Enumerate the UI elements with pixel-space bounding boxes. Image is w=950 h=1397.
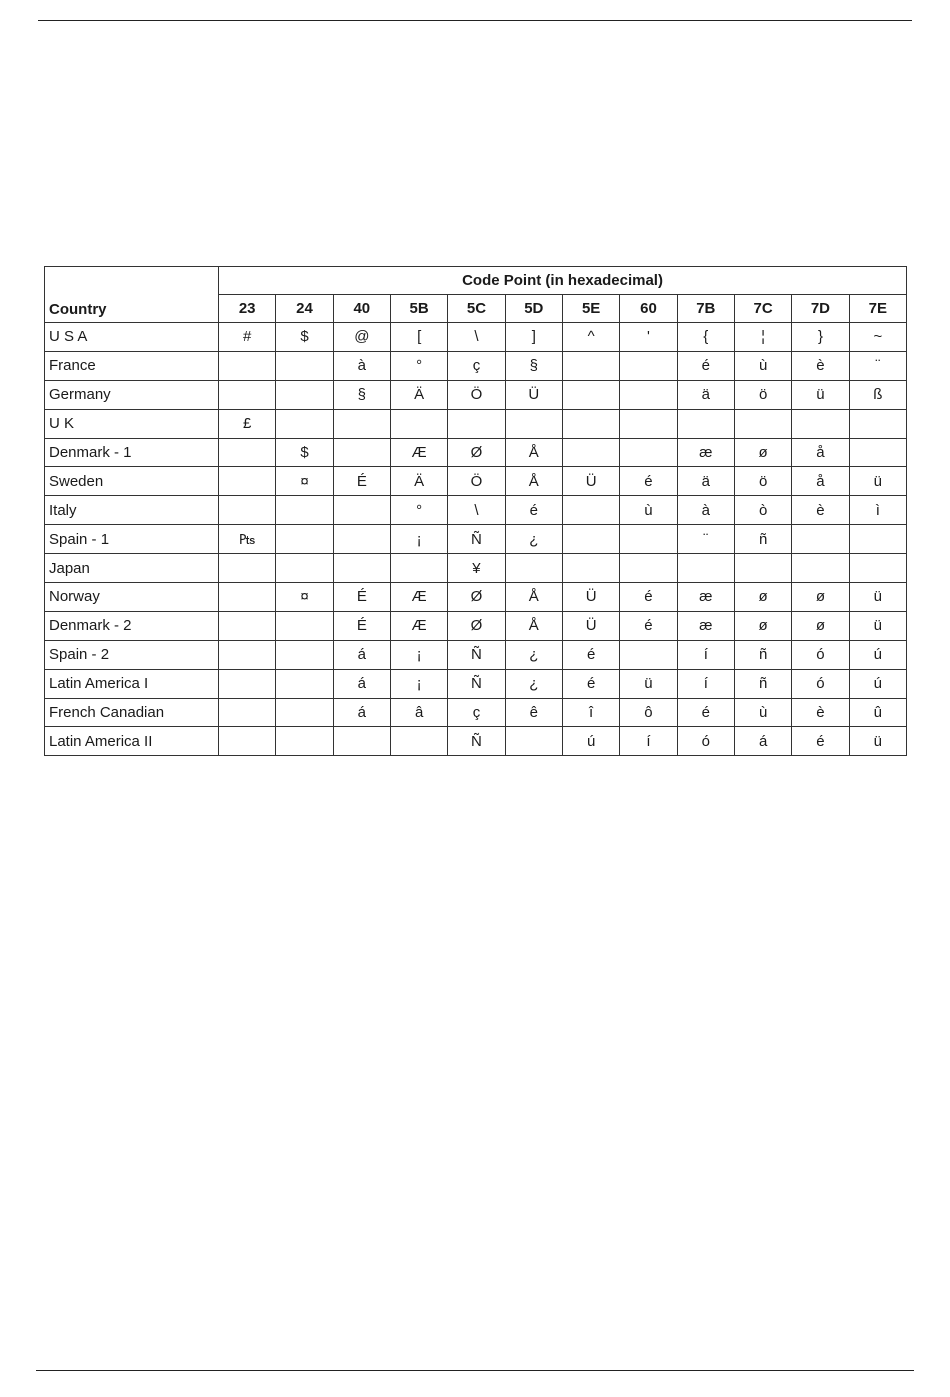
character-cell — [219, 640, 276, 669]
character-cell: ø — [792, 583, 849, 612]
code-header: 40 — [333, 295, 390, 323]
character-cell: ° — [390, 496, 447, 525]
character-cell: Ü — [562, 583, 619, 612]
character-cell: û — [849, 698, 906, 727]
character-cell: ~ — [849, 323, 906, 352]
character-cell — [276, 640, 333, 669]
character-cell: Æ — [390, 438, 447, 467]
character-cell — [620, 554, 677, 583]
character-cell — [276, 669, 333, 698]
country-cell: Denmark - 1 — [45, 438, 219, 467]
character-cell: Ö — [448, 380, 505, 409]
character-cell — [562, 554, 619, 583]
character-cell — [276, 496, 333, 525]
character-cell: ¿ — [505, 669, 562, 698]
character-cell: ñ — [734, 640, 791, 669]
table-row — [45, 525, 907, 554]
code-header: 7B — [677, 295, 734, 323]
character-cell: ¡ — [390, 525, 447, 554]
character-cell — [333, 496, 390, 525]
character-cell: ô — [620, 698, 677, 727]
character-cell: á — [734, 727, 791, 756]
character-cell — [219, 351, 276, 380]
character-cell — [505, 727, 562, 756]
character-cell — [333, 727, 390, 756]
character-cell: å — [792, 467, 849, 496]
character-cell: Ø — [448, 611, 505, 640]
character-cell: ₧ — [219, 525, 276, 554]
character-cell — [620, 438, 677, 467]
character-cell: Ü — [562, 467, 619, 496]
character-cell — [562, 496, 619, 525]
character-cell: ¡ — [390, 669, 447, 698]
character-cell: ó — [677, 727, 734, 756]
country-cell: Denmark - 2 — [45, 611, 219, 640]
character-cell: ø — [734, 438, 791, 467]
character-cell: á — [333, 640, 390, 669]
table-row — [45, 611, 907, 640]
character-cell: à — [333, 351, 390, 380]
character-cell: é — [562, 640, 619, 669]
character-cell: æ — [677, 611, 734, 640]
character-cell — [620, 409, 677, 438]
code-header: 5D — [505, 295, 562, 323]
character-cell: ó — [792, 640, 849, 669]
character-cell: ñ — [734, 525, 791, 554]
character-cell: ¨ — [677, 525, 734, 554]
character-cell: ü — [792, 380, 849, 409]
character-cell — [390, 727, 447, 756]
character-cell — [505, 409, 562, 438]
character-cell: é — [677, 698, 734, 727]
character-cell: Å — [505, 467, 562, 496]
table-row — [45, 669, 907, 698]
character-cell: è — [792, 698, 849, 727]
character-cell: æ — [677, 583, 734, 612]
table-row — [45, 409, 907, 438]
country-column-header: Country — [45, 267, 219, 323]
character-cell: ì — [849, 496, 906, 525]
table-row — [45, 640, 907, 669]
table-row — [45, 467, 907, 496]
country-cell: Latin America I — [45, 669, 219, 698]
character-cell: ¿ — [505, 640, 562, 669]
character-cell: Ü — [562, 611, 619, 640]
character-cell: ú — [849, 640, 906, 669]
character-cell: ù — [734, 698, 791, 727]
character-cell: Å — [505, 583, 562, 612]
character-cell: § — [333, 380, 390, 409]
character-cell: î — [562, 698, 619, 727]
country-cell: Norway — [45, 583, 219, 612]
character-cell: í — [620, 727, 677, 756]
character-cell: é — [562, 669, 619, 698]
character-cell: \ — [448, 323, 505, 352]
character-cell — [849, 438, 906, 467]
character-cell: Ü — [505, 380, 562, 409]
character-cell: á — [333, 698, 390, 727]
character-cell: $ — [276, 323, 333, 352]
character-cell: ß — [849, 380, 906, 409]
character-cell: ¤ — [276, 583, 333, 612]
country-cell: Japan — [45, 554, 219, 583]
table-row — [45, 698, 907, 727]
character-cell: ¡ — [390, 640, 447, 669]
character-cell: Ñ — [448, 669, 505, 698]
character-cell: £ — [219, 409, 276, 438]
character-cell: Ø — [448, 583, 505, 612]
character-cell: í — [677, 669, 734, 698]
character-cell — [219, 727, 276, 756]
table-row — [45, 496, 907, 525]
country-cell: Germany — [45, 380, 219, 409]
table-row — [45, 583, 907, 612]
character-cell — [219, 496, 276, 525]
character-cell — [677, 409, 734, 438]
character-cell: æ — [677, 438, 734, 467]
character-cell: í — [677, 640, 734, 669]
character-cell: å — [792, 438, 849, 467]
character-cell: ¿ — [505, 525, 562, 554]
table-row — [45, 380, 907, 409]
character-cell — [448, 409, 505, 438]
character-cell — [276, 554, 333, 583]
character-cell: ü — [849, 611, 906, 640]
character-cell — [276, 611, 333, 640]
code-header: 5C — [448, 295, 505, 323]
character-cell — [390, 409, 447, 438]
character-cell: ] — [505, 323, 562, 352]
table-row — [45, 554, 907, 583]
character-cell: ç — [448, 351, 505, 380]
character-cell: Å — [505, 611, 562, 640]
character-cell: ^ — [562, 323, 619, 352]
character-cell: á — [333, 669, 390, 698]
character-cell: Æ — [390, 583, 447, 612]
character-cell — [390, 554, 447, 583]
character-cell: ø — [734, 583, 791, 612]
character-cell: É — [333, 611, 390, 640]
code-header: 7C — [734, 295, 791, 323]
character-cell: è — [792, 496, 849, 525]
character-cell: è — [792, 351, 849, 380]
character-cell — [505, 554, 562, 583]
character-cell — [849, 554, 906, 583]
character-cell: ê — [505, 698, 562, 727]
character-cell — [219, 611, 276, 640]
character-cell: ü — [849, 583, 906, 612]
character-cell: ö — [734, 380, 791, 409]
table-row — [45, 727, 907, 756]
character-cell — [792, 525, 849, 554]
header-row-group — [45, 267, 907, 295]
bottom-rule — [36, 1370, 914, 1371]
character-cell — [620, 380, 677, 409]
character-cell — [734, 554, 791, 583]
character-cell: Ä — [390, 467, 447, 496]
country-cell: French Canadian — [45, 698, 219, 727]
country-cell: Italy — [45, 496, 219, 525]
character-cell: } — [792, 323, 849, 352]
character-cell: ó — [792, 669, 849, 698]
character-cell: § — [505, 351, 562, 380]
character-cell — [792, 554, 849, 583]
table-body — [45, 323, 907, 756]
character-cell: ø — [734, 611, 791, 640]
country-cell: Sweden — [45, 467, 219, 496]
country-cell: Spain - 2 — [45, 640, 219, 669]
character-cell: é — [792, 727, 849, 756]
character-cell — [276, 525, 333, 554]
character-cell: ñ — [734, 669, 791, 698]
character-cell: é — [620, 583, 677, 612]
character-cell — [849, 525, 906, 554]
character-cell: ¥ — [448, 554, 505, 583]
character-cell: É — [333, 583, 390, 612]
code-header: 7E — [849, 295, 906, 323]
character-cell: ü — [849, 727, 906, 756]
table-row — [45, 323, 907, 352]
character-cell: Ä — [390, 380, 447, 409]
table-row — [45, 351, 907, 380]
character-cell: ç — [448, 698, 505, 727]
character-cell — [276, 727, 333, 756]
character-cell: Å — [505, 438, 562, 467]
character-cell — [276, 351, 333, 380]
character-cell: Ø — [448, 438, 505, 467]
country-cell: Latin America II — [45, 727, 219, 756]
character-cell: é — [505, 496, 562, 525]
character-cell: ò — [734, 496, 791, 525]
character-cell: ¤ — [276, 467, 333, 496]
character-cell: ø — [792, 611, 849, 640]
character-cell: ' — [620, 323, 677, 352]
code-point-group-header: Code Point (in hexadecimal) — [219, 267, 907, 295]
table-row — [45, 438, 907, 467]
character-cell: ú — [849, 669, 906, 698]
character-cell: É — [333, 467, 390, 496]
character-cell — [219, 467, 276, 496]
character-cell — [219, 380, 276, 409]
character-cell: â — [390, 698, 447, 727]
character-cell — [849, 409, 906, 438]
character-cell — [219, 438, 276, 467]
character-cell — [562, 438, 619, 467]
character-cell: [ — [390, 323, 447, 352]
character-cell: Ñ — [448, 727, 505, 756]
code-point-table — [44, 266, 907, 756]
code-header: 7D — [792, 295, 849, 323]
character-cell — [734, 409, 791, 438]
character-cell — [792, 409, 849, 438]
code-header: 24 — [276, 295, 333, 323]
character-cell: ä — [677, 380, 734, 409]
character-cell: $ — [276, 438, 333, 467]
character-cell — [333, 554, 390, 583]
character-cell: Ñ — [448, 525, 505, 554]
country-cell: U S A — [45, 323, 219, 352]
character-cell — [677, 554, 734, 583]
country-cell: Spain - 1 — [45, 525, 219, 554]
character-cell — [620, 640, 677, 669]
code-header: 23 — [219, 295, 276, 323]
character-cell: ö — [734, 467, 791, 496]
code-header: 5B — [390, 295, 447, 323]
character-cell — [333, 438, 390, 467]
top-rule — [38, 20, 912, 21]
character-cell — [276, 698, 333, 727]
character-cell: Ö — [448, 467, 505, 496]
character-cell — [219, 583, 276, 612]
character-cell — [219, 698, 276, 727]
character-cell: @ — [333, 323, 390, 352]
character-cell: ¨ — [849, 351, 906, 380]
character-cell: ä — [677, 467, 734, 496]
code-header: 5E — [562, 295, 619, 323]
character-cell: ù — [734, 351, 791, 380]
character-cell: ° — [390, 351, 447, 380]
character-cell: { — [677, 323, 734, 352]
character-cell: à — [677, 496, 734, 525]
character-cell: Ñ — [448, 640, 505, 669]
country-cell: France — [45, 351, 219, 380]
character-cell — [620, 525, 677, 554]
character-cell: é — [620, 467, 677, 496]
character-cell — [562, 409, 619, 438]
character-cell — [219, 669, 276, 698]
code-header: 60 — [620, 295, 677, 323]
character-cell: Æ — [390, 611, 447, 640]
character-cell: é — [677, 351, 734, 380]
character-cell — [219, 554, 276, 583]
character-cell — [562, 380, 619, 409]
character-cell — [276, 380, 333, 409]
character-cell: ù — [620, 496, 677, 525]
character-cell: ü — [620, 669, 677, 698]
character-cell — [333, 409, 390, 438]
character-cell: \ — [448, 496, 505, 525]
character-cell: ú — [562, 727, 619, 756]
character-cell — [333, 525, 390, 554]
character-cell — [562, 525, 619, 554]
character-cell: é — [620, 611, 677, 640]
character-cell: ü — [849, 467, 906, 496]
character-cell: ¦ — [734, 323, 791, 352]
character-cell — [562, 351, 619, 380]
character-cell — [276, 409, 333, 438]
country-cell: U K — [45, 409, 219, 438]
character-cell: # — [219, 323, 276, 352]
character-cell — [620, 351, 677, 380]
